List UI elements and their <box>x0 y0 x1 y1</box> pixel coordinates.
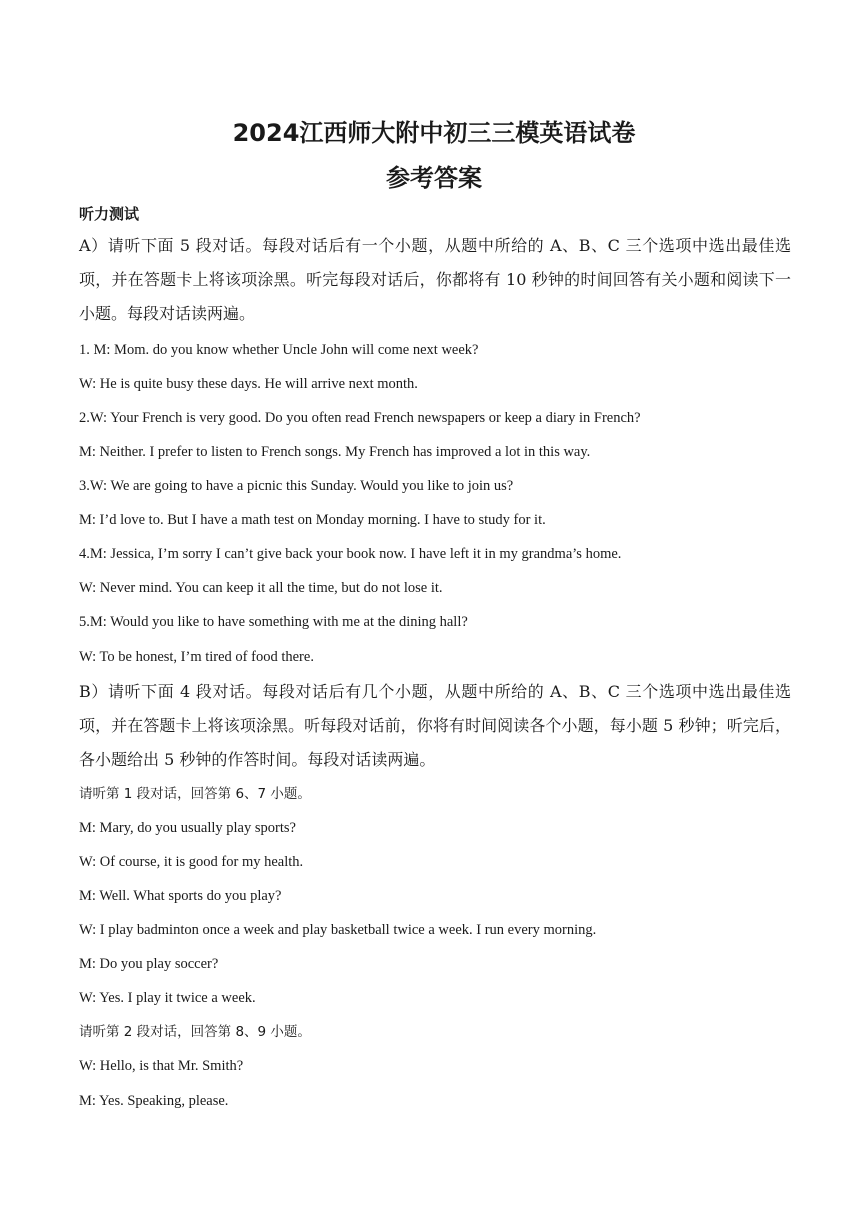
dialogue-line: M: Mary, do you usually play sports? <box>79 820 296 836</box>
conversation-prompt: 请听第 2 段对话，回答第 8、9 小题。 <box>79 1024 311 1040</box>
dialogue-line: 3.W: We are going to have a picnic this Sunday. Would you like to join us? <box>79 478 514 494</box>
dialogue-line: M: Do you play soccer? <box>79 956 219 972</box>
dialogue-line: W: Yes. I play it twice a week. <box>79 990 256 1006</box>
dialogue-line: M: Well. What sports do you play? <box>79 888 282 904</box>
dialogue-line: W: Hello, is that Mr. Smith? <box>79 1058 244 1074</box>
dialogue-line: M: Yes. Speaking, please. <box>79 1093 229 1109</box>
dialogue-line: 2.W: Your French is very good. Do you often read French newspapers or keep a diary in French? <box>79 410 641 426</box>
dialogue-line: M: I’d love to. But I have a math test on Monday morning. I have to study for it. <box>79 512 546 528</box>
document-subtitle: 参考答案 <box>386 164 482 192</box>
dialogue-line: 1. M: Mom. do you know whether Uncle John will come next week? <box>79 342 479 358</box>
part-a-instructions: A）请听下面 5 段对话。每段对话后有一个小题，从题中所给的 A、B、C 三个选项中选出最佳选项，并在答题卡上将该项涂黑。听完每段对话后，你都将有 10 秒钟的时间回答有关小题和阅读下一小题。每段对话读两遍。 <box>79 236 791 323</box>
dialogue-line: W: I play badminton once a week and play basketball twice a week. I run every morning. <box>79 922 597 938</box>
dialogue-line: 4.M: Jessica, I’m sorry I can’t give back your book now. I have left it in my grandma’s home. <box>79 546 622 562</box>
section-heading: 听力测试 <box>79 205 140 223</box>
part-b-instructions: B）请听下面 4 段对话。每段对话后有几个小题，从题中所给的 A、B、C 三个选项中选出最佳选项，并在答题卡上将该项涂黑。听每段对话前，你将有时间阅读各个小题，每小题 5 秒钟；听完后，各小题给出 5 秒钟的作答时间。每段对话读两遍。 <box>79 682 791 769</box>
dialogue-line: W: Never mind. You can keep it all the time, but do not lose it. <box>79 580 443 596</box>
dialogue-line: M: Neither. I prefer to listen to French songs. My French has improved a lot in this way. <box>79 444 591 460</box>
conversation-prompt: 请听第 1 段对话，回答第 6、7 小题。 <box>79 786 311 802</box>
dialogue-line: W: Of course, it is good for my health. <box>79 854 304 870</box>
dialogue-line: W: To be honest, I’m tired of food there. <box>79 649 314 665</box>
dialogue-line: W: He is quite busy these days. He will arrive next month. <box>79 376 418 392</box>
dialogue-line: 5.M: Would you like to have something with me at the dining hall? <box>79 614 468 630</box>
document-title: 2024江西师大附中初三三模英语试卷 <box>232 119 636 147</box>
